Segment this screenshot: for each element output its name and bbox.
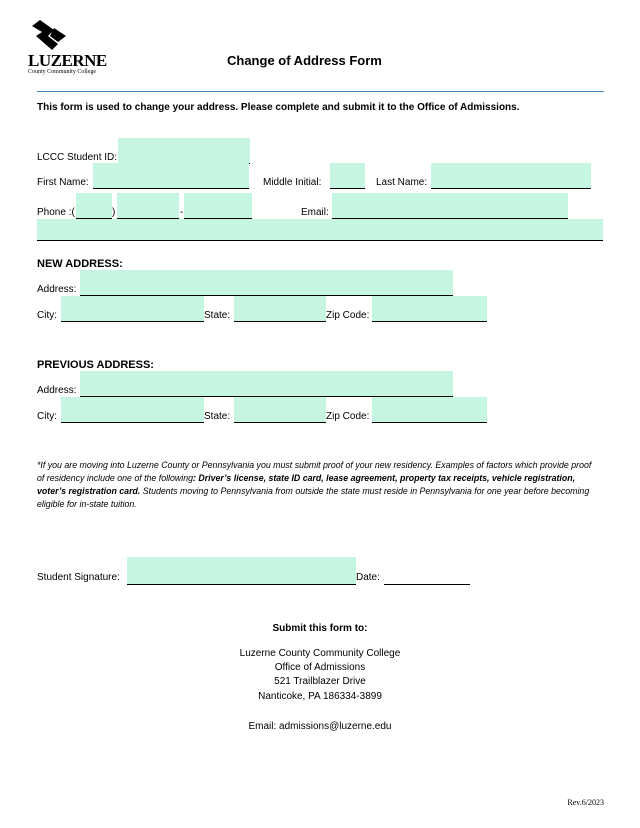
intro-text: This form is used to change your address. Please complete and submit it to the Office of Admissions. bbox=[37, 102, 520, 113]
phone-dash: - bbox=[180, 207, 184, 218]
form-title: Change of Address Form bbox=[227, 53, 382, 68]
middle-initial-field[interactable] bbox=[330, 163, 365, 189]
revision-label: Rev.6/2023 bbox=[567, 798, 604, 807]
new-state-field[interactable] bbox=[234, 296, 326, 322]
last-name-field[interactable] bbox=[431, 163, 591, 189]
phone-area-code-field[interactable] bbox=[76, 193, 112, 219]
new-city-field[interactable] bbox=[61, 296, 204, 322]
signature-field[interactable] bbox=[127, 557, 356, 585]
previous-state-label: State: bbox=[204, 411, 231, 422]
previous-zip-label: Zip Code: bbox=[326, 411, 370, 422]
residency-note: *If you are moving into Luzerne County or Pennsylvania you must submit proof of your new residency. Examples of factors which provide proof of residency include one of the following: Driver’s license, state ID card, lease agreement, property tax receipts, vehicle registration, voter’s registration card. Students moving to Pennsylvania from outside the state must reside in Pennsylvania for one year before becoming eligible for in-state tuition. bbox=[37, 460, 592, 509]
previous-address-field[interactable] bbox=[80, 371, 453, 397]
email-field[interactable] bbox=[332, 193, 568, 219]
submit-street: 521 Trailblazer Drive bbox=[274, 676, 366, 687]
submit-email: Email: admissions@luzerne.edu bbox=[248, 721, 392, 732]
new-address-heading: NEW ADDRESS: bbox=[37, 258, 123, 270]
submit-city: Nanticoke, PA 186334-3899 bbox=[258, 691, 382, 702]
date-field[interactable] bbox=[384, 584, 470, 585]
previous-city-label: City: bbox=[37, 411, 57, 422]
phone-prefix-field[interactable] bbox=[117, 193, 179, 219]
email-continuation-field[interactable] bbox=[37, 219, 603, 241]
new-zip-field[interactable] bbox=[372, 296, 487, 322]
phone-close-paren: ) bbox=[112, 207, 116, 218]
new-city-label: City: bbox=[37, 310, 57, 321]
email-label: Email: bbox=[301, 207, 329, 218]
first-name-label: First Name: bbox=[37, 177, 89, 188]
logo-wordmark: LUZERNE bbox=[28, 51, 107, 70]
previous-address-heading: PREVIOUS ADDRESS: bbox=[37, 359, 154, 371]
middle-initial-label: Middle Initial: bbox=[263, 177, 322, 188]
new-zip-label: Zip Code: bbox=[326, 310, 370, 321]
student-id-field[interactable] bbox=[118, 138, 250, 164]
previous-address-label: Address: bbox=[37, 385, 77, 396]
new-address-label: Address: bbox=[37, 284, 77, 295]
previous-state-field[interactable] bbox=[234, 397, 326, 423]
student-id-label: LCCC Student ID: bbox=[37, 152, 118, 163]
submit-college: Luzerne County Community College bbox=[239, 648, 401, 659]
phone-label: Phone :( bbox=[37, 207, 75, 218]
new-state-label: State: bbox=[204, 310, 231, 321]
date-label: Date: bbox=[356, 572, 380, 583]
submit-heading: Submit this form to: bbox=[272, 623, 368, 634]
phone-line-field[interactable] bbox=[184, 193, 252, 219]
last-name-label: Last Name: bbox=[376, 177, 428, 188]
header-divider bbox=[37, 91, 604, 92]
first-name-field[interactable] bbox=[93, 163, 249, 189]
signature-label: Student Signature: bbox=[37, 572, 120, 583]
submit-office: Office of Admissions bbox=[274, 662, 366, 673]
previous-city-field[interactable] bbox=[61, 397, 204, 423]
previous-zip-field[interactable] bbox=[372, 397, 487, 423]
new-address-field[interactable] bbox=[80, 270, 453, 296]
logo-subtitle: County Community College bbox=[28, 69, 97, 75]
